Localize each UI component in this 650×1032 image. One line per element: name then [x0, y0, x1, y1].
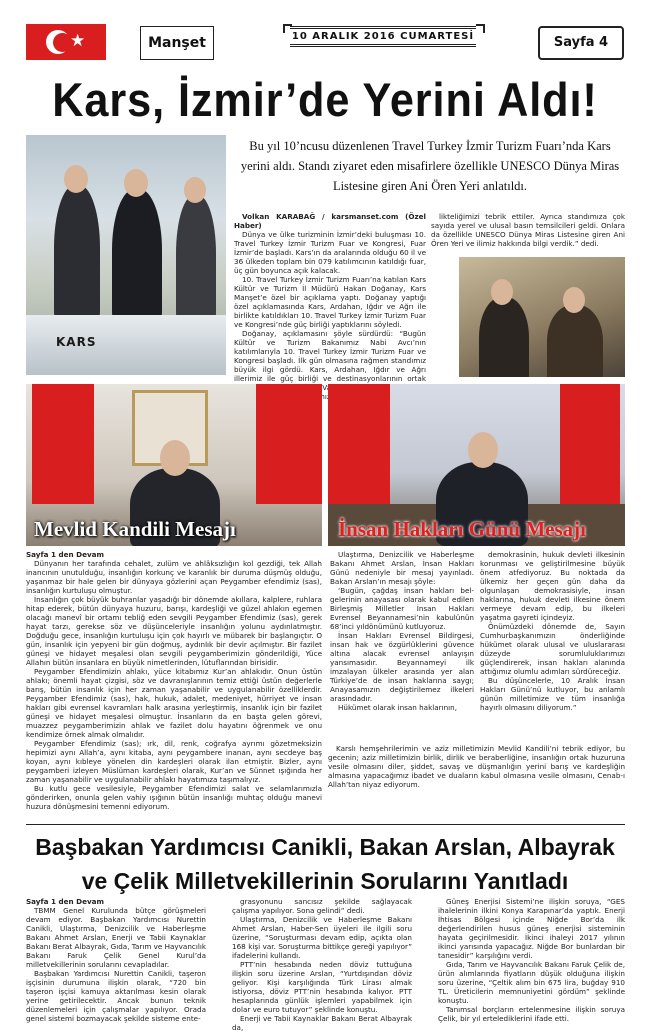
paragraph: Peygamber Efendimizin ahlakı, yüce kitabımız Kur’an ahlakıdır. Onun üstün ahlakı; önemli hayat çizgisi, söz ve davranışlarının temiz ettiği üstün değerlerle barış, bütün insanlık için her zaman yaşanabilir ve uygulanabilir özelliklerdir. Peygamber Efendimiz (sas), hak, hukuk, adalet, medeniyet, hürriyet ve insan hakları gibi evrensel kavramları halk arasına yerleştirmiş, insanlık için bir fazilet güneşi ve hidayet meşalesi olmuştur. İnsanların da en başta gelen görevi, muazzez peygamberimizin ahlak ve fazilet dolu hayatını öğrenmek ve onu kendimize örnek almak olmalıdır. — [26, 667, 322, 739]
kars-stand-photo — [26, 135, 226, 375]
mevlid-caption: Mevlid Kandili Mesajı — [34, 517, 236, 541]
mevlid-photo — [26, 384, 322, 546]
insan-haklari-caption: İnsan Hakları Günü Mesajı — [338, 517, 586, 541]
insan-haklari-column-2 — [480, 550, 625, 712]
paragraph: PTT’nin hesabında neden döviz tuttuğuna ilişkin soru üzerine Arslan, “Yurtdışından döviz geliyor. Kişi karşılığında Türk Lirası almak istiyorsa, döviz PTT’nin hesabında kalıyor. PTT hesaplarında günlük işlemleri yapabilmek için dolar ve euro tutuyor” şeklinde konuştu. — [232, 960, 412, 1014]
paragraph: 10. Travel Turkey İzmir Turizm Fuarı’na katılan Kars Kültür ve Turizm İl Müdürü Hakan Doğanay, Kars Manşet’e özel bir açıklama yaptı. Doğanay yaptığı özel açıklamasında Kars, Ardahan, Iğdır ve Ağrı ile birlikte katıldıkları 10. Travel Turkey İzmir Turizm Fuar ve Kongresi’nde güç birliği yaptıklarını söyledi. — [234, 275, 426, 329]
paragraph: Hükümet olarak insan haklarının, — [338, 703, 457, 712]
continuation-tag: Sayfa 1 den Devam — [26, 550, 104, 559]
issue-date: 10 ARALIK 2016 CUMARTESİ — [290, 26, 476, 47]
turkish-flag: ★ — [26, 24, 106, 60]
paragraph: Güneş Enerjisi Sistemi’ne ilişkin soruya, “GES ihalelerinin ilkini Konya Karapınar’da yaptık. Enerji İhtisas Bölgesi içinde Niğde Bor’da ilk değerlendirilen husus güneş enerjisi sisteminin hayata geçirilmesidir. İkinci ihaleyi 2017 yılının ikinci yarısında yapacağız. Niğde Bor bunlardan bir tanesidir” karşılığını verdi. — [438, 897, 625, 960]
bottom-headline-line-2: ve Çelik Milletvekillerinin Sorularını Yanıtladı — [81, 868, 569, 894]
main-headline: Kars, İzmir’de Yerini Aldı! — [52, 73, 598, 126]
lead-paragraph: Bu yıl 10’ncusu düzenlenen Travel Turkey İzmir Turizm Fuarı’nda Kars yerini aldı. Standı ziyaret eden misafirlere özellikle UNESCO Dünya Miras Listesine giren Ani Ören Yeri anlatıldı. — [240, 139, 620, 193]
bottom-headline — [20, 830, 630, 898]
paragraph: Dünya ve ülke turizminin İzmir’deki buluşması 10. Travel Turkey İzmir Turizm Fuar ve Kongresi, Fuar İzmir’de başladı. Kars’ın da aralarında olduğu 60 il ve 36 ülkeden toplam bin 079 katılımcının katıldığı fuar, üç gün boyunca açık kalacak. — [234, 230, 426, 275]
bottom-column-3 — [438, 897, 625, 1023]
page-number: Sayfa 4 — [538, 26, 624, 60]
paragraph: İnsanlığın çok büyük buhranlar yaşadığı bir dönemde akıllara, kalplere, ruhlara hitap ederek, bütün dünyaya huzuru, barışı, kardeşliği ve güzel ahlakın egemen olacağı manevî bir ortamı tebliğ eden sevgili Peygamber Efendimiz (sas), gerek hayat tarzı, gerekse söz ve düşünceleriyle insanlığın yolunu aydınlatmıştır. Doğduğu gece, insanlığın kurtuluşu için çok hayırlı ve mübarek bir başlangıçtır. O gün, insanlık için yepyeni bir gün doğmuş, aydınlık bir devir açılmıştır. Bir fazilet güneşi ve hidayet meşalesi olan sevgili peygamberimizin gönderildiği, Yüce Allahın bütün insanlara en büyük nimetlerinden, lütuflarından birisidir. — [26, 595, 322, 667]
byline: Volkan KARABAĞ / karsmanset.com (Özel Haber) — [234, 212, 426, 230]
paragraph: likteliğimizi tebrik ettiler. Ayrıca standımıza çok sayıda yerel ve ulusal basın temsilcileri geldi. Onlara da özellikle UNESCO Dünya Miras Listesine giren Ani Ören Yeri ve ilimiz hakkında bilgi verdik.” dedi. — [431, 212, 625, 248]
paragraph: ‘Bugün, çağdaş insan hakları bel-gelerinin anayasası olarak kabul edilen Birleşmiş Milletler İnsan Hakları Evrensel Beyannamesi’nin kabulünün 68’inci yıldönümünü kutluyoruz. — [330, 586, 474, 631]
mevlid-article — [26, 550, 322, 811]
corner-ornament — [476, 24, 485, 33]
insan-haklari-column-1 — [330, 550, 474, 712]
paragraph: İnsan Hakları Evrensel Bildirgesi, insan hak ve özgürlüklerini güvence altına alacak evrensel anlayışın yansımasıdır. Beyannameyi ilk imzalayan ülkeler arasında yer alan Türkiye’de de insan haklarına saygı; Anayasamızın değiştirilemez ilkeleri arasındadır. — [330, 631, 474, 703]
paragraph: Önümüzdeki dönemde de, Sayın Cumhurbaşkanımızın önderliğinde hükümet olarak ulusal ve uluslararası düzeyde sorumluluklarımızı güçlendirerek, insan hakları alanında attığımız olumlu adımları sürdüreceğiz. — [480, 622, 625, 676]
paragraph: Dünyanın her tarafında cehalet, zulüm ve ahlâksızlığın kol gezdiği, tek Allah inancının unutulduğu, insanlığın korkunç ve karanlık bir duruma düşmüş olduğu, yaşanmaz bir hale gelen bir dünyaya gözlerini açan Peygamber efendimiz (sas), insanlığın kurtuluşu olmuştur. — [26, 559, 322, 595]
section-divider — [26, 824, 625, 825]
continuation-tag: Sayfa 1 den Devam — [26, 897, 104, 906]
paragraph: Bu kutlu gece vesilesiyle, Peygamber Efendimizi salat ve selamlarımızla gönderirken, onunla gelen vahiy ışığının bütün insanlığı muhtaç olduğu manevi huzura dönüşmesini temenni ediyorum. — [26, 784, 322, 811]
paragraph: Başbakan Yardımcısı Nurettin Canikli, taşeron işçisinin durumuna ilişkin olarak, “720 bin taşeron işçisi kamuya aktarılması kesin olarak yerine getirilecektir. Ancak bunun teknik düzenlemeleri için çalışmalar yapılıyor. Orada genel sistemi bozmayacak şekilde sisteme ente- — [26, 969, 206, 1023]
paragraph: Ulaştırma, Denizcilik ve Haberleşme Bakanı Ahmet Arslan, Haber-Sen üyeleri ile ilgili soru üzerine, “Soruşturması devam edip, açıkta olan 168 kişi var. Soruşturma bittikçe gereği yapılıyor” ifadelerini kullandı. — [232, 915, 412, 960]
fair-visitors-photo — [459, 257, 625, 377]
kandil-wish-paragraph — [328, 744, 625, 789]
paragraph: Tanımsal borçların ertelenmesine ilişkin soruya Çelik, bir yıl ertelediklerini ifade etti. — [438, 1005, 625, 1023]
bottom-column-1 — [26, 897, 206, 1023]
paragraph: Bu düşüncelerle, 10 Aralık İnsan Hakları Günü’nü kutluyor, bu anlamlı günün milletimize ve tüm insanlığa hayırlı olmasını diliyorum.” — [480, 676, 625, 712]
paragraph: Ulaştırma, Denizcilik ve Haberleşme Bakanı Ahmet Arslan, İnsan Hakları Günü nedeniyle bir mesaj yayınladı. Bakan Arslan’ın mesajı şöyle: — [330, 550, 474, 586]
section-label: Manşet — [140, 26, 214, 60]
bottom-headline-line-1: Başbakan Yardımcısı Canikli, Bakan Arslan, Albayrak — [35, 834, 615, 860]
paragraph: Karslı hemşehrilerimin ve aziz milletimizin Mevlid Kandili’ni tebrik ediyor, bu gecenin; aziz milletimizin birlik, dirlik ve beraberliğine, insanlığın ortak huzuruna vesile olmasını diler, şiddet, savaş ve düşmanlığın yerini barış ve kardeşliğin almasına yapacağımız ibadet ve duaların kabul olmasına vesile olmasını, Cenab-ı Allah’tan niyaz ediyorum. — [328, 744, 625, 789]
paragraph: Doğanay, açıklamasını şöyle sürdürdü: “Bugün Kültür ve Turizm Bakanımız Nabi Avcı’nın katılımlarıyla 10. Travel Turkey İzmir Turizm Fuar ve Kongresi başladı. İlk gün olmasına rağmen standımız büyük ilgi gördü. Kars, Ardahan, Iğdır ve Ağrı illerimiz ile güç birliği ve destinasyonlarının ortak — [234, 329, 426, 383]
paragraph: demokrasinin, hukuk devleti ilkesinin korunması ve geliştirilmesine büyük önem atfediyoruz. Bu noktada da ülkemiz her geçen gün daha da olgunlaşan demokrasisiyle, insan haklarına, hukuk devleti ilkesine önem vermeye devam edip, bu ilkeleri yaşatma gayreti içindeyiz. — [480, 550, 625, 622]
bottom-column-2 — [232, 897, 412, 1032]
paragraph: Gıda, Tarım ve Hayvancılık Bakanı Faruk Çelik de, ürün alımlarında fiyatların düşük olduğuna ilişkin soru üzerine, “Çeltik alım bin 675 lira, buğday 910 TL. Üreticilerin memnuniyetini gördüm” şeklinde konuştu. — [438, 960, 625, 1005]
insan-haklari-photo — [328, 384, 625, 546]
paragraph: Enerji ve Tabii Kaynaklar Bakanı Berat Albayrak da, — [232, 1014, 412, 1032]
kars-banner-text: KARS — [56, 335, 97, 349]
article-column-1 — [234, 212, 426, 401]
paragraph: grasyonunu sancısız şekilde sağlayacak çalışma yapılıyor. Sona gelindi” dedi. — [232, 897, 412, 915]
paragraph: TBMM Genel Kurulunda bütçe görüşmeleri devam ediyor. Başbakan Yardımcısı Nurettin Canikli, Ulaştırma, Denizcilik ve Haberleşme Bakanı Ahmet Arslan, Enerji ve Tabii Kaynaklar Bakanı Berat Albayrak, Gıda, Tarım ve Hayvancılık Bakanı Faruk Çelik Genel Kurul’da milletvekillerinin sorularını cevapladılar. — [26, 906, 206, 969]
paragraph: Peygamber Efendimiz (sas); ırk, dil, renk, coğrafya ayrımı gözetmeksizin hepimizi aynı Allah’a, aynı kitaba, aynı peygambere inanan, aynı secdeye baş koyan, aynı kıbleye yönelen din kardeşleri olarak ilan etmiştir. Bizler, aynı peygamberi izleyen Müslüman kardeşleri olarak, Kur’an ve Sünnet ışığında her zaman yaşanabilir ve uygulanabilir ahlakı hayatımıza taşımalıyız. — [26, 739, 322, 784]
article-column-2 — [431, 212, 625, 248]
